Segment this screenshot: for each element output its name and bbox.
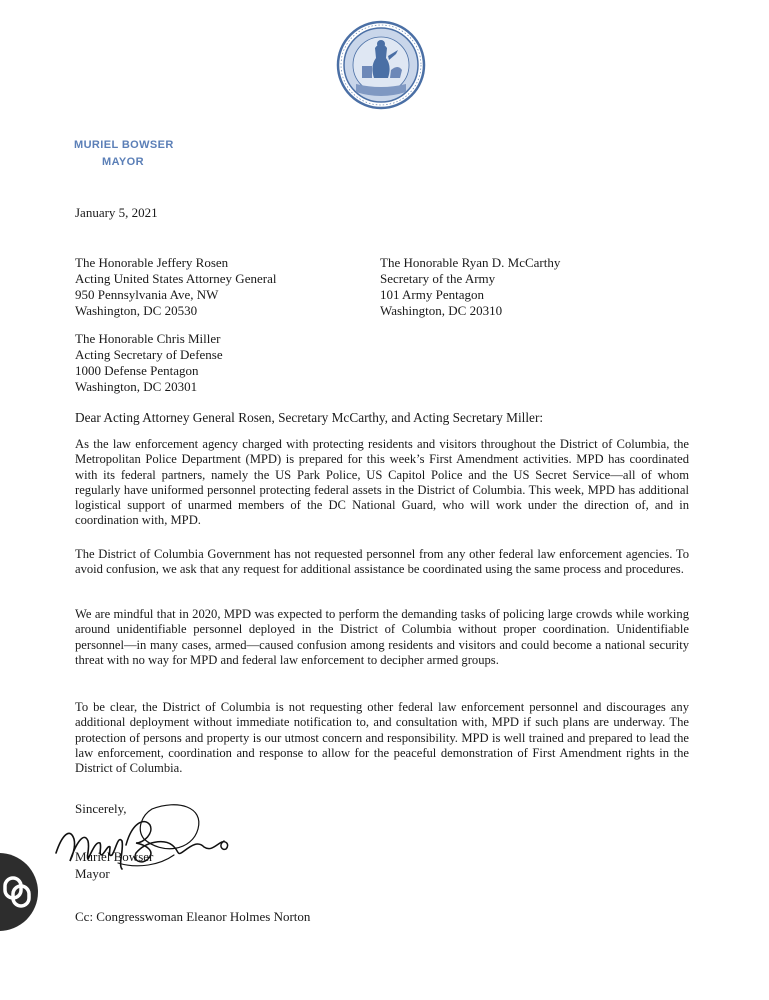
address-line: Secretary of the Army bbox=[380, 271, 496, 286]
body-paragraph: To be clear, the District of Columbia is not requesting other federal law enforcement personnel and discourages any additional deployment without immediate notification to, and consultation with, MPD if such plans are underway. The protection of persons and property is our utmost concern and responsibility. MPD is well trained and prepared to lead the law enforcement, coordination and response to allow for the peaceful demonstration of First Amendment rights in the District of Columbia. bbox=[75, 700, 689, 776]
handwritten-signature bbox=[52, 795, 242, 887]
address-line: The Honorable Jeffery Rosen bbox=[75, 255, 229, 270]
mayor-title: MAYOR bbox=[102, 156, 144, 168]
address-line: The Honorable Ryan D. McCarthy bbox=[380, 255, 561, 270]
address-line: 101 Army Pentagon bbox=[380, 287, 484, 302]
dc-seal-icon bbox=[336, 20, 426, 110]
body-paragraph: We are mindful that in 2020, MPD was expected to perform the demanding tasks of policing large crowds while working around unidentifiable personnel deployed in the District of Columbia without proper coordination. Unidentifiable personnel—in many cases, armed—caused confusion among residents and visitors and could become a national security threat with no way for MPD and federal law enforcement to decipher armed groups. bbox=[75, 607, 689, 667]
salutation: Dear Acting Attorney General Rosen, Secretary McCarthy, and Acting Secretary Miller: bbox=[75, 410, 544, 425]
address-line: Washington, DC 20301 bbox=[75, 379, 198, 394]
address-line: The Honorable Chris Miller bbox=[75, 331, 221, 346]
recipient-address-rosen bbox=[75, 255, 276, 319]
body-paragraph: The District of Columbia Government has not requested personnel from any other federal law enforcement agencies. To avoid confusion, we ask that any request for additional assistance be coordinated using the same process and procedures. bbox=[75, 547, 689, 577]
signer-name: Muriel Bowser bbox=[75, 849, 154, 864]
link-icon bbox=[2, 875, 32, 909]
mayor-name: MURIEL BOWSER bbox=[74, 139, 174, 151]
address-line: Acting United States Attorney General bbox=[75, 271, 277, 286]
address-line: 950 Pennsylvania Ave, NW bbox=[75, 287, 219, 302]
address-line: 1000 Defense Pentagon bbox=[75, 363, 199, 378]
address-line: Acting Secretary of Defense bbox=[75, 347, 223, 362]
link-button[interactable] bbox=[0, 853, 38, 931]
signer-title: Mayor bbox=[75, 866, 110, 881]
cc-line: Cc: Congresswoman Eleanor Holmes Norton bbox=[75, 909, 311, 924]
address-line: Washington, DC 20530 bbox=[75, 303, 198, 318]
address-line: Washington, DC 20310 bbox=[380, 303, 503, 318]
letter-date: January 5, 2021 bbox=[75, 205, 158, 220]
recipient-address-miller bbox=[75, 331, 223, 395]
recipient-address-mccarthy bbox=[380, 255, 560, 319]
body-paragraph: As the law enforcement agency charged with protecting residents and visitors throughout the District of Columbia, the Metropolitan Police Department (MPD) is prepared for this week’s First Amendment activities. MPD has coordinated with its federal partners, namely the US Park Police, US Capitol Police and the US Secret Service—all of whom regularly have uniformed personnel protecting federal assets in the District of Columbia. This week, MPD has additional logistical support of unarmed members of the DC National Guard, who will work under the direction of, and in coordination with, MPD. bbox=[75, 437, 689, 528]
closing: Sincerely, bbox=[75, 801, 127, 816]
letterhead bbox=[74, 137, 174, 171]
